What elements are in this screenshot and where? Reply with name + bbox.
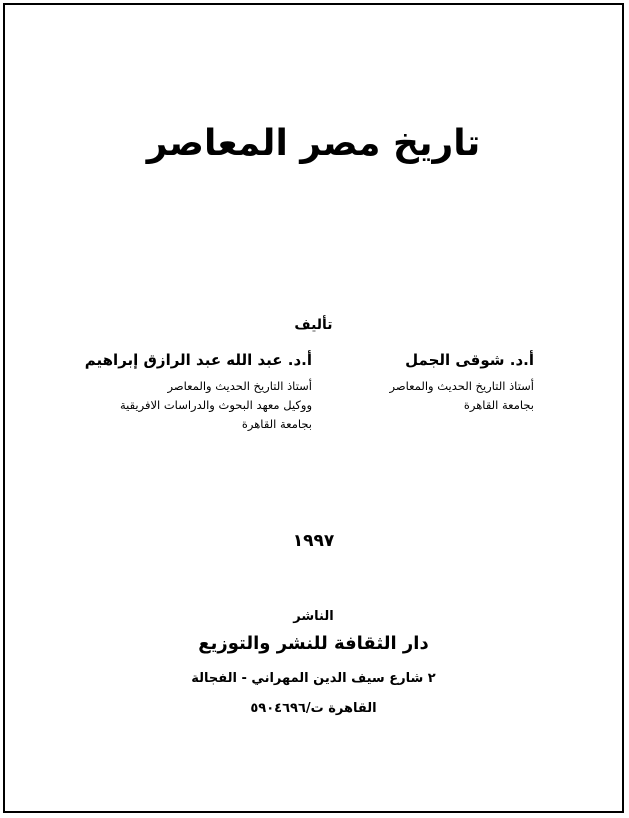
authored-by-label: تأليف [294, 317, 333, 333]
author-position: أستاذ التاريخ الحديث والمعاصر [167, 379, 312, 393]
publisher-name: دار الثقافة للنشر والتوزيع [198, 633, 429, 654]
publisher-phone: القاهرة ت/٥٩٠٤٦٩٦ [250, 701, 377, 716]
author-block-2 [72, 351, 312, 434]
publication-year: ١٩٩٧ [292, 531, 335, 551]
author-position-2: ووكيل معهد البحوث والدراسات الافريقية [119, 398, 312, 412]
publisher-label: الناشر [293, 609, 334, 624]
author-block-1 [334, 351, 534, 415]
author-position: أستاذ التاريخ الحديث والمعاصر [389, 379, 534, 393]
author-affiliation: بجامعة القاهرة [463, 398, 534, 412]
author-name: أ.د. عبد الله عبد الرازق إبراهيم [84, 351, 312, 369]
author-name: أ.د. شوقى الجمل [405, 351, 534, 369]
book-title: تاريخ مصر المعاصر [146, 123, 481, 164]
author-affiliation: بجامعة القاهرة [241, 417, 312, 431]
publisher-address: ٢ شارع سيف الدين المهراني - الفجالة [191, 671, 436, 686]
title-page [3, 3, 624, 813]
